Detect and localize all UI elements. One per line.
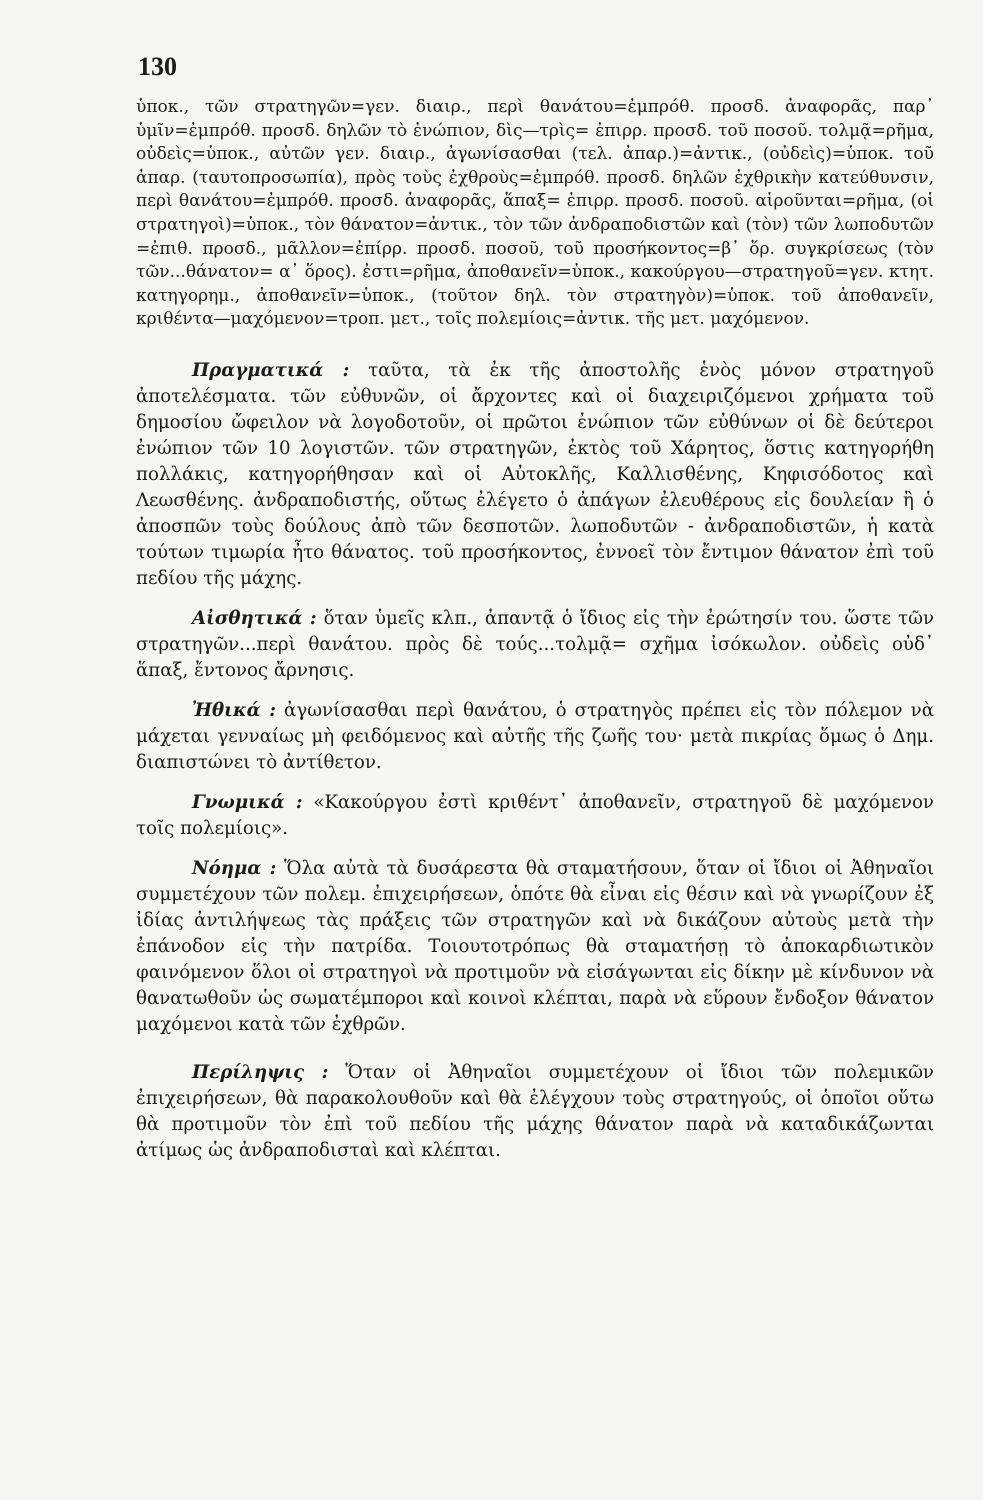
section-gnomika <box>136 790 934 842</box>
section-text: «Κακούργου ἐστὶ κριθέντ᾽ ἀποθανεῖν, στρατηγοῦ δὲ μαχόμενον τοῖς πολεμίοις». <box>136 791 934 839</box>
grammar-notes: ὑποκ., τῶν στρατηγῶν=γεν. διαιρ., περὶ θανάτου=ἐμπρόθ. προσδ. ἀναφορᾶς, παρ᾽ ὑμῖν=ἐμπρόθ. προσδ. δηλῶν τὸ ἐνώπιον, δὶς—τρὶς= ἐπιρρ. προσδ. τοῦ ποσοῦ. τολμᾷ=ρῆμα, οὐδεὶς=ὑποκ., αὐτῶν γεν. διαιρ., ἀγωνίσασθαι (τελ. ἀπαρ.)=ἀντικ., (οὐδεὶς)=ὑποκ. τοῦ ἀπαρ. (ταυτοπροσωπία), πρὸς τοὺς ἐχθροὺς=ἐμπρόθ. προσδ. δηλῶν ἐχθρικὴν κατεύθυνσιν, περὶ θανάτου=ἐμπρόθ. προσδ. ἀναφορᾶς, ἅπαξ= ἐπιρρ. προσδ. ποσοῦ. αἱροῦνται=ρῆμα, (οἱ στρατηγοὶ)=ὑποκ., τὸν θάνατον=ἀντικ., τὸν τῶν ἀνδραποδιστῶν καὶ (τὸν) τῶν λωποδυτῶν =ἐπιθ. προσδ., μᾶλλον=ἐπίρρ. προσδ. ποσοῦ, τοῦ προσήκοντος=β᾽ ὅρ. συγκρίσεως (τὸν τῶν...θάνατον= α᾽ ὅρος). ἐστι=ρῆμα, ἀποθανεῖν=ὑποκ., κακούργου—στρατηγοῦ=γεν. κτητ. κατηγορημ., ἀποθανεῖν=ὑποκ., (τοῦτον δηλ. τὸν στρατηγὸν)=ὑποκ. τοῦ ἀποθανεῖν, κριθέντα—μαχόμενον=τροπ. μετ., τοῖς πολεμίοις=ἀντικ. τῆς μετ. μαχόμενον. <box>136 97 934 330</box>
section-pragmatika <box>136 358 934 592</box>
section-text: ταῦτα, τὰ ἐκ τῆς ἀποστολῆς ἑνὸς μόνον στρατηγοῦ ἀποτελέσματα. τῶν εὐθυνῶν, οἱ ἄρχοντες καὶ οἱ διαχειριζόμενοι χρήματα τοῦ δημοσίου ὤφειλον νὰ λογοδοτοῦν, οἱ πρῶτοι ἐνώπιον τῶν εὐθύνων οἱ δὲ δεύτεροι ἐνώπιον τῶν 10 λογιστῶν. τῶν στρατηγῶν, ἐκτὸς τοῦ Χάρητος, ὅστις κατηγορήθη πολλάκις, κατηγορήθησαν καὶ οἱ Αὐτοκλῆς, Καλλισθένης, Κηφισόδοτος καὶ Λεωσθένης. ἀνδραποδιστής, οὕτως ἐλέγετο ὁ ἀπάγων ἐλευθέρους εἰς δουλείαν ἢ ὁ ἀποσπῶν τοὺς δούλους ἀπὸ τῶν δεσποτῶν. λωποδυτῶν - ἀνδραποδιστῶν, ἡ κατὰ τούτων τιμωρία ἦτο θάνατος. τοῦ προσήκοντος, ἐννοεῖ τὸν ἔντιμον θάνατον ἐπὶ τοῦ πεδίου τῆς μάχης. <box>136 359 934 589</box>
section-heading: Αἰσθητικά : <box>192 607 317 629</box>
section-text: ἀγωνίσασθαι περὶ θανάτου, ὁ στρατηγὸς πρέπει εἰς τὸν πόλεμον νὰ μάχεται γενναίως μὴ φειδόμενος καὶ αὐτῆς τῆς ζωῆς του· μετὰ πικρίας ὅμως ὁ Δημ. διαπιστώνει τὸ ἀντίθετον. <box>136 699 934 773</box>
section-heading: Νόημα : <box>192 857 277 879</box>
page-content <box>136 96 934 1164</box>
section-aisthitika <box>136 606 934 684</box>
section-text: Ὅλα αὐτὰ τὰ δυσάρεστα θὰ σταματήσουν, ὅταν οἱ ἴδιοι οἱ Ἀθηναῖοι συμμετέχουν τῶν πολεμ. ἐπιχειρήσεων, ὁπότε θὰ εἶναι εἰς θέσιν καὶ νὰ γνωρίζουν ἐξ ἰδίας ἀντιλήψεως τὰς πράξεις τῶν στρατηγῶν καὶ νὰ δικάζουν αὐτοὺς μετὰ τὴν ἐπάνοδον εἰς τὴν πατρίδα. Τοιουτοτρόπως θὰ σταματήσῃ τὸ ἀποκαρδιωτικὸν φαινόμενον ὅλοι οἱ στρατηγοὶ νὰ προτιμοῦν νὰ εἰσάγωνται εἰς δίκην μὲ κίνδυνον νὰ θανατωθοῦν ὡς σωματέμποροι καὶ κοινοὶ κλέπται, παρὰ νὰ εὕρουν ἔνδοξον θάνατον μαχόμενοι κατὰ τῶν ἐχθρῶν. <box>136 857 934 1035</box>
section-heading: Πραγματικά : <box>192 359 350 381</box>
section-text: Ὅταν οἱ Ἀθηναῖοι συμμετέχουν οἱ ἴδιοι τῶν πολεμικῶν ἐπιχειρήσεων, θὰ παρακολουθοῦν καὶ θὰ ἐλέγχουν τοὺς στρατηγούς, οἱ ὁποῖοι οὕτω θὰ προτιμοῦν τὸν ἐπὶ τοῦ πεδίου τῆς μάχης θάνατον παρὰ νὰ καταδικάζωνται ἀτίμως ὡς ἀνδραποδισταὶ καὶ κλέπται. <box>136 1061 934 1161</box>
section-heading: Περίληψις : <box>192 1061 329 1083</box>
section-perilipsis <box>136 1060 934 1164</box>
section-heading: Γνωμικά : <box>192 791 303 813</box>
page-number: 130 <box>138 52 177 81</box>
section-heading: Ἠθικά : <box>192 699 276 721</box>
section-text: ὅταν ὑμεῖς κλπ., ἀπαντᾷ ὁ ἴδιος εἰς τὴν ἐρώτησίν του. ὥστε τῶν στρατηγῶν...περὶ θανάτου. πρὸς δὲ τούς...τολμᾷ= σχῆμα ἰσόκωλον. οὐδεὶς οὐδ᾽ ἅπαξ, ἔντονος ἄρνησις. <box>136 607 935 681</box>
section-noima <box>136 856 934 1038</box>
section-ithika <box>136 698 934 776</box>
